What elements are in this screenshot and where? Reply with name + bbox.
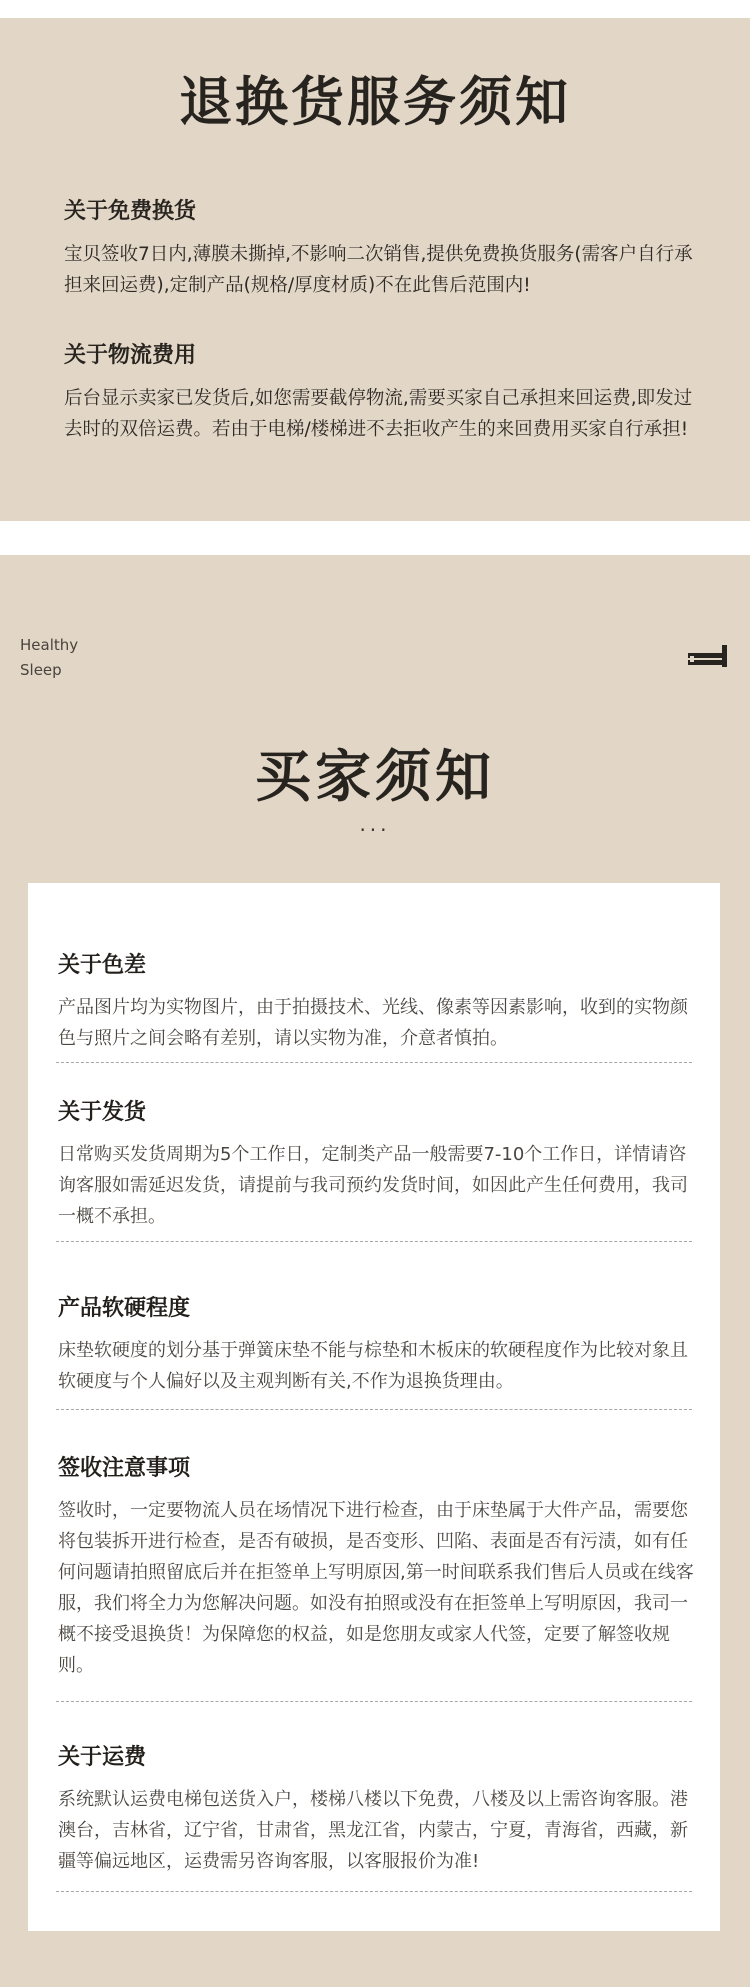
shipping-section <box>58 1095 698 1232</box>
color-difference-section <box>58 948 698 1054</box>
dashed-divider <box>56 1701 692 1702</box>
buyer-notice-panel <box>0 555 750 1987</box>
firmness-text: 床垫软硬度的划分基于弹簧床垫不能与棕垫和木板床的软硬程度作为比较对象且软硬度与个人偏好以及主观判断有关,不作为退换货理由。 <box>58 1340 688 1392</box>
receipt-notice-text: 签收时，一定要物流人员在场情况下进行检查，由于床垫属于大件产品，需要您将包装拆开进行检查，是否有破损，是否变形、凹陷、表面是否有污渍，如有任何问题请拍照留底后并在拒签单上写明原因,第一时间联系我们售后人员或在线客服，我们将全力为您解决问题。如没有拍照或没有在拒签单上写明原因，我司一概不接受退换货！为保障您的权益，如是您朋友或家人代签，定要了解签收规则。 <box>58 1500 694 1676</box>
dashed-divider <box>56 1062 692 1063</box>
brand-tagline-line1: Healthy <box>20 636 79 654</box>
color-difference-heading: 关于色差 <box>58 953 147 978</box>
shipping-heading: 关于发货 <box>58 1100 147 1125</box>
firmness-heading: 产品软硬程度 <box>58 1296 191 1321</box>
dashed-divider <box>56 1891 692 1892</box>
receipt-notice-heading: 签收注意事项 <box>58 1456 191 1481</box>
shipping-text: 日常购买发货周期为5个工作日，定制类产品一般需要7-10个工作日，详情请咨询客服如需延迟发货，请提前与我司预约发货时间，如因此产生任何费用，我司一概不承担。 <box>58 1144 688 1227</box>
firmness-section <box>58 1291 698 1397</box>
logistics-fee-section <box>64 338 704 445</box>
brand-tagline-line2: Sleep <box>20 661 62 679</box>
logistics-fee-text: 后台显示卖家已发货后,如您需要截停物流,需要买家自己承担来回运费,即发过去时的双倍运费。若由于电梯/楼梯进不去拒收产生的来回费用买家自行承担! <box>64 388 693 440</box>
free-exchange-heading: 关于免费换货 <box>64 199 197 224</box>
dashed-divider <box>56 1409 692 1410</box>
free-exchange-text: 宝贝签收7日内,薄膜未撕掉,不影响二次销售,提供免费换货服务(需客户自行承担来回运费),定制产品(规格/厚度材质)不在此售后范围内! <box>64 244 693 296</box>
free-exchange-section <box>64 194 704 301</box>
bed-icon <box>688 643 728 669</box>
receipt-notice-section <box>58 1451 698 1681</box>
buyer-notice-card <box>28 883 720 1931</box>
return-notice-panel <box>0 18 750 521</box>
freight-text: 系统默认运费电梯包送货入户，楼梯八楼以下免费，八楼及以上需咨询客服。港澳台，吉林省，辽宁省，甘肃省，黑龙江省，内蒙古，宁夏，青海省，西藏，新疆等偏远地区，运费需另咨询客服，以客服报价为准! <box>58 1789 688 1872</box>
title-ellipsis: ··· <box>359 818 391 842</box>
color-difference-text: 产品图片均为实物图片，由于拍摄技术、光线、像素等因素影响，收到的实物颜色与照片之间会略有差别，请以实物为准，介意者慎拍。 <box>58 997 688 1049</box>
freight-heading: 关于运费 <box>58 1745 147 1770</box>
logistics-fee-heading: 关于物流费用 <box>64 343 197 368</box>
return-notice-title: 退换货服务须知 <box>179 72 571 133</box>
freight-section <box>58 1740 698 1877</box>
brand-tagline <box>20 633 78 683</box>
buyer-notice-title: 买家须知 <box>255 745 495 810</box>
dashed-divider <box>56 1241 692 1242</box>
